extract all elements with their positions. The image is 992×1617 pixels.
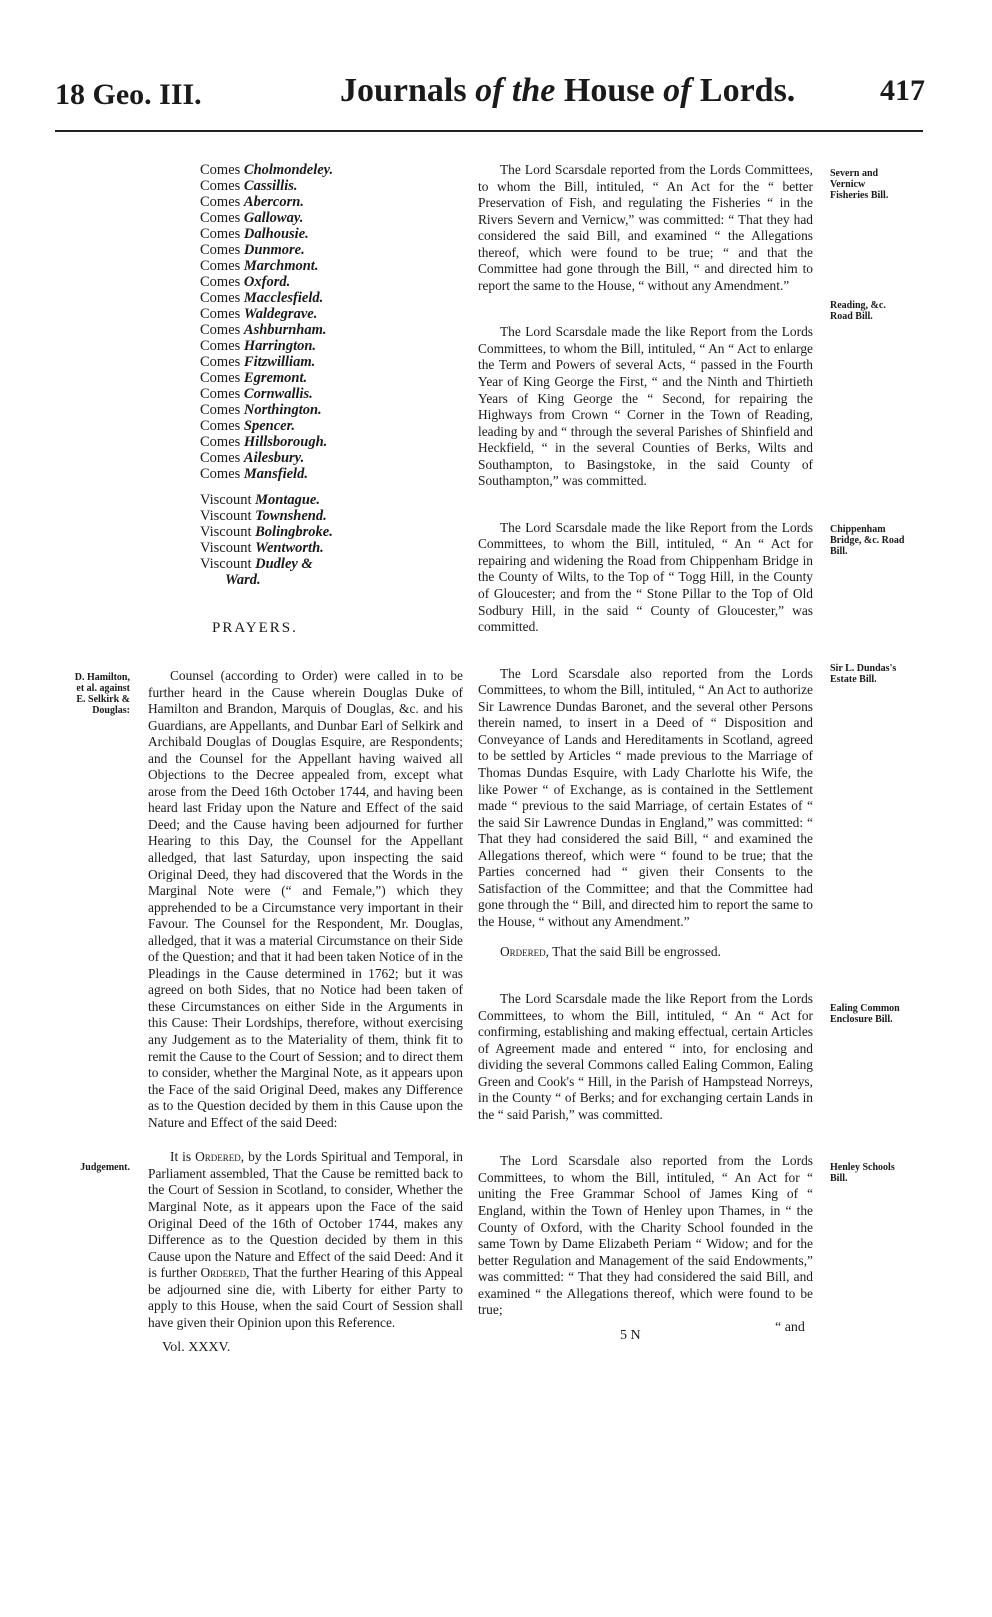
earl-entry: [200, 402, 333, 418]
earl-title: Comes: [200, 162, 244, 178]
viscount-entry: [200, 540, 333, 556]
viscount-entry: [200, 508, 333, 524]
header-rule: [55, 130, 923, 132]
earl-name: Fitzwilliam.: [243, 354, 316, 370]
earl-name: Marchmont.: [243, 258, 319, 274]
earl-name: Northington.: [243, 402, 322, 418]
paragraph-chippenham-report: The Lord Scarsdale made the like Report from the Lords Committees, to whom the Bill, intituled, “ An “ Act for repairing and widening the Road from Chippenham Bridge in the County of Wilts, to the Top of “ Togg Hill, in the County of Gloucester; and from the “ Stone Pillar to the Top of Old Sodbury Hill, in the said “ County of Gloucester,” was committed.: [478, 519, 813, 635]
viscount-continuation: [200, 572, 333, 588]
viscount-name: Montague.: [255, 492, 320, 508]
viscount-name: Wentworth.: [255, 540, 324, 556]
earl-title: Comes: [200, 338, 244, 354]
viscount-title: Viscount: [200, 508, 256, 524]
earl-name: Hillsborough.: [243, 434, 328, 450]
viscount-name: Dudley &: [255, 556, 313, 572]
earl-title: Comes: [200, 306, 244, 322]
margin-note-dundas: Sir L. Dundas's Estate Bill.: [830, 663, 897, 685]
title-word-the: the: [511, 72, 556, 109]
earl-name: Dunmore.: [243, 242, 305, 258]
earl-name: Galloway.: [243, 210, 304, 226]
earl-title: Comes: [200, 386, 244, 402]
earl-entry: [200, 226, 333, 242]
catchword: “ and: [775, 1320, 805, 1335]
earl-entry: [200, 386, 333, 402]
paragraph-judgement: It is Ordered, by the Lords Spiritual and Temporal, in Parliament assembled, That the Cause be remitted back to the Court of Session in Scotland, to consider, Whether the Marginal Note, as it appears upon the Face of the said Original Deed of the 16th of October 1744, makes any Difference as to the Question decided by them in this Cause upon the Nature and Effect of the said Deed: And it is further Ordered, That the further Hearing of this Appeal be adjourned sine die, with Liberty for either Party to apply to this House, when the said Court of Session shall have given their Opinion upon this Reference.: [148, 1149, 463, 1330]
viscount-name: Townshend.: [255, 508, 327, 524]
earl-title: Comes: [200, 466, 244, 482]
signature-mark: 5 N: [620, 1328, 641, 1343]
margin-note-reading: Reading, &c. Road Bill.: [830, 300, 886, 322]
prayers-heading: PRAYERS.: [212, 620, 298, 636]
earl-name: Ailesbury.: [243, 450, 305, 466]
earl-title: Comes: [200, 210, 244, 226]
page-number: 417: [880, 74, 925, 107]
earl-title: Comes: [200, 290, 244, 306]
page-header: [55, 60, 925, 120]
margin-note-judgement: Judgement.: [80, 1162, 130, 1173]
viscount-entry: [200, 492, 333, 508]
title-word-journals: Journals: [340, 72, 467, 109]
viscount-entry: [200, 524, 333, 540]
volume-footer: Vol. XXXV.: [162, 1340, 231, 1355]
earl-entry: [200, 258, 333, 274]
earl-title: Comes: [200, 354, 244, 370]
viscount-title: Viscount: [200, 540, 256, 556]
earl-name: Oxford.: [243, 274, 291, 290]
earl-name: Ashburnham.: [243, 322, 327, 338]
earl-entry: [200, 290, 333, 306]
earl-entry: [200, 162, 333, 178]
earl-entry: [200, 450, 333, 466]
earl-entry: [200, 370, 333, 386]
earl-title: Comes: [200, 194, 244, 210]
right-column: [478, 162, 813, 1319]
earl-name: Cornwallis.: [243, 386, 313, 402]
earl-title: Comes: [200, 274, 244, 290]
title-word-house: House: [563, 72, 655, 109]
earl-name: Dalhousie.: [243, 226, 309, 242]
paragraph-dundas-report: The Lord Scarsdale also reported from the Lords Committees, to whom the Bill, intituled, “ An Act to authorize Sir Lawrence Dundas Baronet, and the several other Persons therein named, to insert in a Deed of “ Disposition and Conveyance of Lands and Hereditaments in Scotland, agreed to be settled by Articles “ made previous to the Marriage of Thomas Dundas Esquire, with Lady Charlotte his Wife, the like Power “ of Exchange, as is contained in the Settlement made “ previous to the said Marriage, of certain Estates of “ the said Sir Lawrence Dundas in England,” was committed: “ That they had considered the said Bill, “ and examined the Allegations thereof, which were “ found to be true; that the Parties concerned had “ given their Consents to the Satisfaction of the Committee; and that the Committee had gone through the “ Bill, and directed him to report the same to the House, “ without any Amendment.”: [478, 665, 813, 929]
paragraph-henley-report: The Lord Scarsdale also reported from the Lords Committees, to whom the Bill, intituled, “ An Act for “ uniting the Free Grammar School of James King of “ England, within the Town of Henley upon Thames, in “ the County of Oxford, with the Charity School founded in the same Town by Dame Elizabeth Periam “ Widow; and for the better Regulation and Management of the said Endowments,” was committed: “ That they had considered the said Bill, and examined “ the Allegations thereof, which were found to be true;: [478, 1153, 813, 1318]
earl-name: Spencer.: [243, 418, 296, 434]
viscount-title: Viscount: [200, 492, 256, 508]
earl-title: Comes: [200, 450, 244, 466]
viscount-entry: [200, 556, 333, 572]
margin-note-severn: Severn and Vernicw Fisheries Bill.: [830, 168, 889, 201]
earl-name: Macclesfield.: [243, 290, 324, 306]
margin-note-henley: Henley Schools Bill.: [830, 1162, 895, 1184]
margin-note-hamilton: D. Hamilton, et al. against E. Selkirk & Douglas:: [74, 672, 130, 716]
earl-name: Harrington.: [243, 338, 317, 354]
earl-entry: [200, 338, 333, 354]
paragraph-reading-report: The Lord Scarsdale made the like Report from the Lords Committees, to whom the Bill, intituled, “ An “ Act to enlarge the Term and Powers of several Acts, “ passed in the Fourth Year of King George the First, “ and the Ninth and Thirtieth Years of King George the “ Second, for repairing the Highways from Crown “ Corner in the Town of Reading, leading by and “ through the several Parishes of Shinfield and Heckfield, “ in the several Counties of Berks, Wilts and Southampton, to Basingstoke, in the said County of Southampton,” was committed.: [478, 324, 813, 489]
earl-entry: [200, 322, 333, 338]
earl-name: Abercorn.: [243, 194, 304, 210]
viscount-title: Viscount: [200, 556, 256, 572]
earl-title: Comes: [200, 226, 244, 242]
earl-name: Cassillis.: [243, 178, 298, 194]
earl-entry: [200, 418, 333, 434]
paragraph-ordered-engrossed: Ordered, That the said Bill be engrossed.: [500, 944, 721, 960]
viscount-name: Bolingbroke.: [255, 524, 333, 540]
earl-entry: [200, 354, 333, 370]
margin-note-ealing: Ealing Common Enclosure Bill.: [830, 1003, 900, 1025]
earl-entry: [200, 242, 333, 258]
title-word-of-2: of: [663, 72, 692, 109]
earl-title: Comes: [200, 322, 244, 338]
earl-entry: [200, 210, 333, 226]
earl-entry: [200, 466, 333, 482]
earl-name: Cholmondeley.: [243, 162, 334, 178]
title-word-lords: Lords.: [699, 72, 796, 109]
journal-title: [340, 72, 795, 110]
paragraph-hamilton-cause: Counsel (according to Order) were called in to be further heard in the Cause wherein Douglas Duke of Hamilton and Brandon, Marquis of Douglas, &c. and his Guardians, are Appellants, and Dunbar Earl of Selkirk and Archibald Douglas of Douglas Esquire, are Respondents; and the Counsel for the Appellant having waived all Objections to the Decree appealed from, except what arose from the Deed 16th October 1744, and having been heard last Friday upon the Nature and Effect of the said Deed; and the Cause having been adjourned for further Hearing to this Day, the Counsel for the Appellant alledged, that last Saturday, upon inspecting the said Original Deed, they had discovered that the Words in the Marginal Note were (“ and Female,”) which they apprehended to be a Circumstance very important in their Favour. The Counsel for the Respondent, Mr. Douglas, alledged, that it was a material Circumstance on their Side of the Question; and that it had been taken Notice of in the Pleadings in the Cause determined in 1762; but it was agreed on both Sides, that no Notice had been taken of these Circumstances on either Side in the Arguments in this Cause: Their Lordships, therefore, without exercising any Judgement as to the Materiality of them, think fit to remit the Cause to the Court of Session; and to direct them to consider, whether the Marginal Note, as it appears upon the Face of the said Original Deed, makes any Difference as to the Question decided by them in this Cause upon the Nature and Effect of the said Deed:: [148, 668, 463, 1130]
earl-title: Comes: [200, 178, 244, 194]
earl-title: Comes: [200, 434, 244, 450]
title-word-of: of: [475, 72, 504, 109]
margin-note-chippenham: Chippenham Bridge, &c. Road Bill.: [830, 524, 905, 557]
earl-entry: [200, 274, 333, 290]
earl-entry: [200, 194, 333, 210]
earl-name: Egremont.: [243, 370, 308, 386]
earl-name: Mansfield.: [243, 466, 308, 482]
earl-entry: [200, 306, 333, 322]
viscount-title: Viscount: [200, 524, 256, 540]
earl-entry: [200, 178, 333, 194]
earl-title: Comes: [200, 242, 244, 258]
earl-title: Comes: [200, 258, 244, 274]
paragraph-severn-report: The Lord Scarsdale reported from the Lords Committees, to whom the Bill, intituled, “ An Act for the “ better Preservation of Fish, and regulating the Fisheries “ in the Rivers Severn and Vernicw,” was committed: “ That they had considered the said Bill, and examined “ the Allegations thereof, which were found to be true; “ and that the Committee had gone through the Bill, “ and directed him to report the same to the House, “ without any Amendment.”: [478, 162, 813, 293]
earl-title: Comes: [200, 418, 244, 434]
regnal-year: 18 Geo. III.: [55, 78, 202, 111]
viscount-name-continuation: Ward.: [225, 572, 261, 588]
earl-title: Comes: [200, 402, 244, 418]
list-gap: [200, 482, 333, 492]
lords-present-list: [200, 162, 333, 588]
earl-name: Waldegrave.: [243, 306, 318, 322]
earl-title: Comes: [200, 370, 244, 386]
earl-entry: [200, 434, 333, 450]
left-column: [148, 668, 463, 1331]
paragraph-ealing-report: The Lord Scarsdale made the like Report from the Lords Committees, to whom the Bill, intituled, “ An “ Act for confirming, establishing and making effectual, certain Articles of Agreement made and entered “ into, for enclosing and dividing the several Commons called Ealing Common, Ealing Green and Cook's “ Hill, in the Parish of Hampstead Norreys, in the County “ of Berks; and for exchanging certain Lands in the “ said Parish,” was committed.: [478, 990, 813, 1122]
